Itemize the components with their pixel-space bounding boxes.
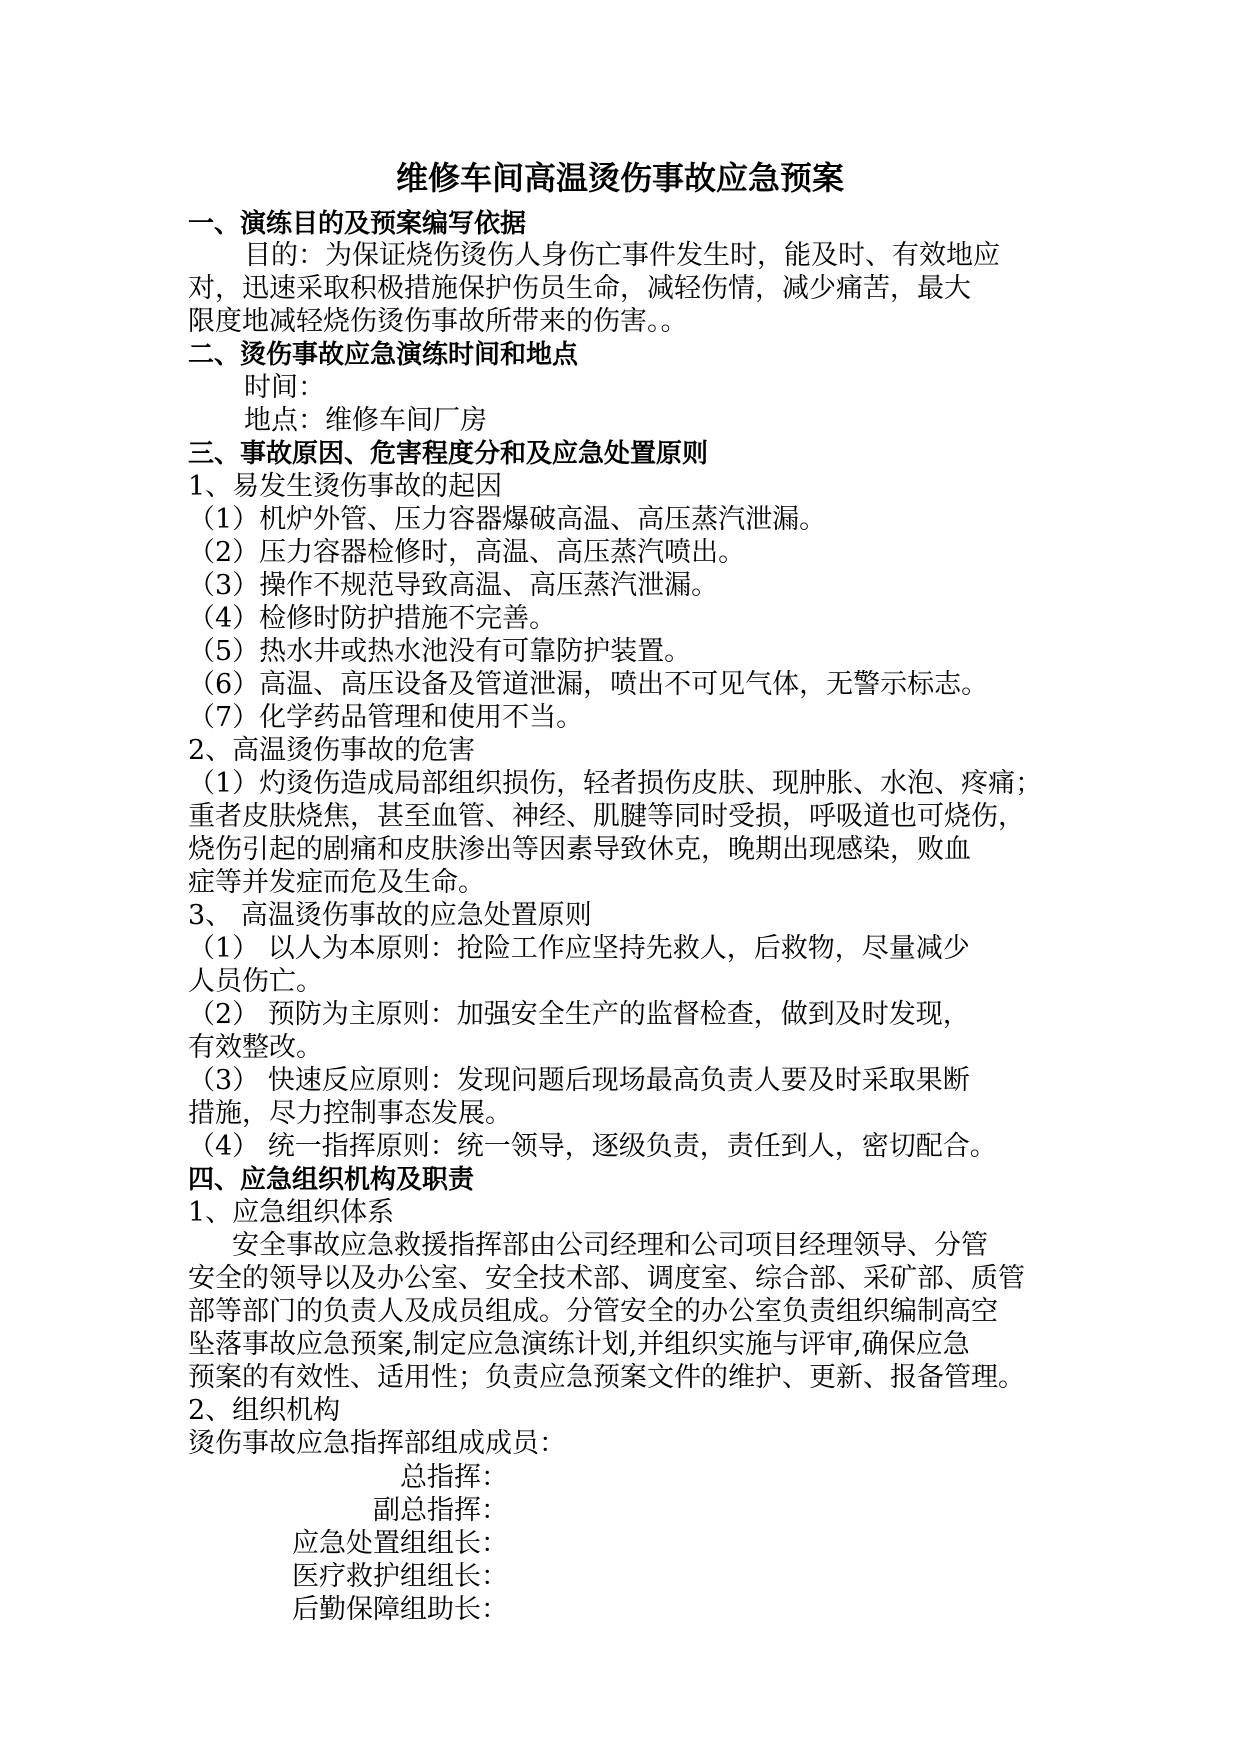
list-item: （7）化学药品管理和使用不当。 (188, 702, 584, 733)
list-item: （2）压力容器检修时，高温、高压蒸汽喷出。 (188, 537, 746, 568)
paragraph-line: 人员伤亡。 (188, 966, 323, 997)
document-title: 维修车间高温烫伤事故应急预案 (395, 159, 844, 197)
paragraph-line: 重者皮肤烧焦，甚至血管、神经、肌腱等同时受损，呼吸道也可烧伤， (188, 801, 1025, 832)
list-item: （4）检修时防护措施不完善。 (188, 603, 557, 634)
list-item: （6）高温、高压设备及管道泄漏，喷出不可见气体，无警示标志。 (188, 669, 989, 700)
paragraph-line: （2） 预防为主原则：加强安全生产的监督检查，做到及时发现， (188, 999, 970, 1030)
paragraph-line: 安全事故应急救援指挥部由公司经理和公司项目经理领导、分管 (232, 1230, 988, 1261)
section-heading-2: 二、烫伤事故应急演练时间和地点 (188, 340, 579, 370)
paragraph-line: 部等部门的负责人及成员组成。分管安全的办公室负责组织编制高空 (188, 1296, 998, 1327)
paragraph-line: 烧伤引起的剧痛和皮肤渗出等因素导致休克，晚期出现感染，败血 (188, 834, 971, 865)
time-line: 时间： (244, 372, 325, 403)
paragraph-line: 烫伤事故应急指挥部组成成员： (188, 1428, 566, 1459)
paragraph-line: （4） 统一指挥原则：统一领导，逐级负责，责任到人，密切配合。 (188, 1131, 997, 1162)
paragraph-line: （1） 以人为本原则：抢险工作应坚持先救人，后救物，尽量减少 (188, 933, 970, 964)
paragraph-line: 措施，尽力控制事态发展。 (188, 1098, 512, 1129)
subheading-line: 1、应急组织体系 (188, 1197, 395, 1228)
paragraph-line: 对，迅速采取积极措施保护伤员生命，减轻伤情，减少痛苦，最大 (188, 273, 971, 304)
list-item: （5）热水井或热水池没有可靠防护装置。 (188, 636, 692, 667)
paragraph-line: 预案的有效性、适用性；负责应急预案文件的维护、更新、报备管理。 (188, 1362, 1025, 1393)
role-medical-team-leader: 医疗救护组组长： (292, 1561, 508, 1592)
paragraph-line: 坠落事故应急预案,制定应急演练计划,并组织实施与评审,确保应急 (188, 1329, 970, 1360)
paragraph-line: 目的：为保证烧伤烫伤人身伤亡事件发生时，能及时、有效地应 (244, 240, 1000, 271)
subheading-line: 3、 高温烫伤事故的应急处置原则 (188, 900, 592, 931)
subheading-line: 2、高温烫伤事故的危害 (188, 735, 476, 766)
list-item: （3）操作不规范导致高温、高压蒸汽泄漏。 (188, 570, 719, 601)
paragraph-line: （3） 快速反应原则：发现问题后现场最高负责人要及时采取果断 (188, 1065, 970, 1096)
role-logistics-team-leader: 后勤保障组助长： (292, 1594, 508, 1625)
paragraph-line: （1）灼烫伤造成局部组织损伤，轻者损伤皮肤、现肿胀、水泡、疼痛； (188, 768, 1043, 799)
location-line: 地点：维修车间厂房 (244, 405, 487, 436)
role-deputy-commander: 副总指挥： (373, 1495, 508, 1526)
paragraph-line: 安全的领导以及办公室、安全技术部、调度室、综合部、采矿部、质管 (188, 1263, 1025, 1294)
paragraph-line: 限度地减轻烧伤烫伤事故所带来的伤害。。 (188, 306, 688, 337)
section-heading-1: 一、演练目的及预案编写依据 (188, 209, 527, 239)
subheading-line: 1、易发生烫伤事故的起因 (188, 471, 503, 502)
paragraph-line: 症等并发症而危及生命。 (188, 867, 485, 898)
list-item: （1）机炉外管、压力容器爆破高温、高压蒸汽泄漏。 (188, 504, 827, 535)
section-heading-4: 四、应急组织机构及职责 (188, 1165, 475, 1195)
paragraph-line: 有效整改。 (188, 1032, 323, 1063)
role-emergency-team-leader: 应急处置组组长： (292, 1528, 508, 1559)
section-heading-3: 三、事故原因、危害程度分和及应急处置原则 (188, 439, 709, 469)
role-commander: 总指挥： (400, 1462, 508, 1493)
subheading-line: 2、组织机构 (188, 1395, 341, 1426)
